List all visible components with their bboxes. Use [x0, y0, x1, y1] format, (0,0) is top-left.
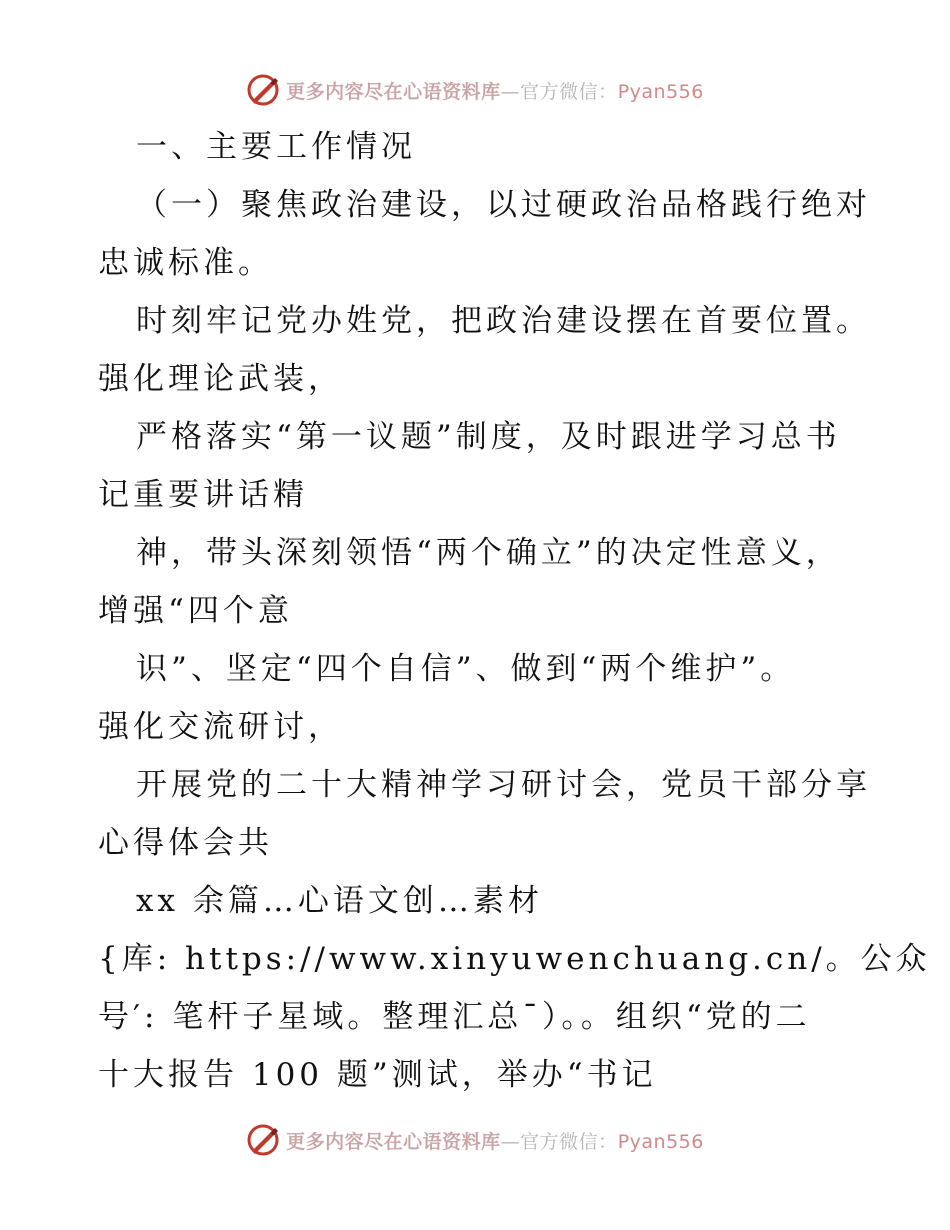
body-line: 神，带头深刻领悟“两个确立”的决定性意义， — [136, 535, 841, 571]
body-line: 记重要讲话精 — [98, 477, 308, 513]
body-line: 号′: 笔杆子星域。整理汇总¯）。。组织“党的二 — [98, 999, 811, 1035]
subsection-heading: （一）聚焦政治建设，以过硬政治品格践行绝对 — [136, 187, 871, 223]
footer-watermark — [0, 1120, 950, 1160]
body-line: 时刻牢记党办姓党，把政治建设摆在首要位置。 — [136, 303, 871, 339]
watermark-wechat-label: 官方微信： — [520, 80, 618, 103]
body-line: 开展党的二十大精神学习研讨会，党员干部分享 — [136, 767, 871, 803]
section-heading: 一、主要工作情况 — [136, 129, 416, 165]
watermark-brand: 更多内容尽在心语资料库 — [286, 1130, 501, 1153]
document-body — [98, 118, 931, 1104]
header-watermark — [0, 70, 950, 110]
watermark-brand: 更多内容尽在心语资料库 — [286, 80, 501, 103]
body-line: 强化交流研讨， — [98, 709, 343, 745]
watermark-wechat-id: Pyan556 — [617, 80, 704, 103]
body-line: 心得体会共 — [98, 825, 273, 861]
watermark-separator: — — [500, 1130, 521, 1153]
pen-logo-icon — [246, 1123, 280, 1157]
body-line: 忠诚标准。 — [98, 245, 273, 281]
watermark-text — [286, 77, 704, 104]
body-line: 十大报告 100 题”测试，举办“书记 — [98, 1057, 657, 1093]
body-line: xx 余篇…心语文创…素材 — [136, 883, 543, 919]
watermark-wechat-label: 官方微信： — [520, 1130, 618, 1153]
watermark-text — [286, 1127, 704, 1154]
body-line: 识”、坚定“四个自信”、做到“两个维护”。 — [136, 651, 796, 687]
body-line: 增强“四个意 — [98, 593, 293, 629]
body-line: 强化理论武装， — [98, 361, 343, 397]
pen-logo-icon — [246, 73, 280, 107]
watermark-separator: — — [500, 80, 521, 103]
body-line: 严格落实“第一议题”制度，及时跟进学习总书 — [136, 419, 841, 455]
body-line-url: {库: https://www.xinyuwenchuang.cn/。公众 — [98, 941, 931, 977]
watermark-wechat-id: Pyan556 — [617, 1130, 704, 1153]
